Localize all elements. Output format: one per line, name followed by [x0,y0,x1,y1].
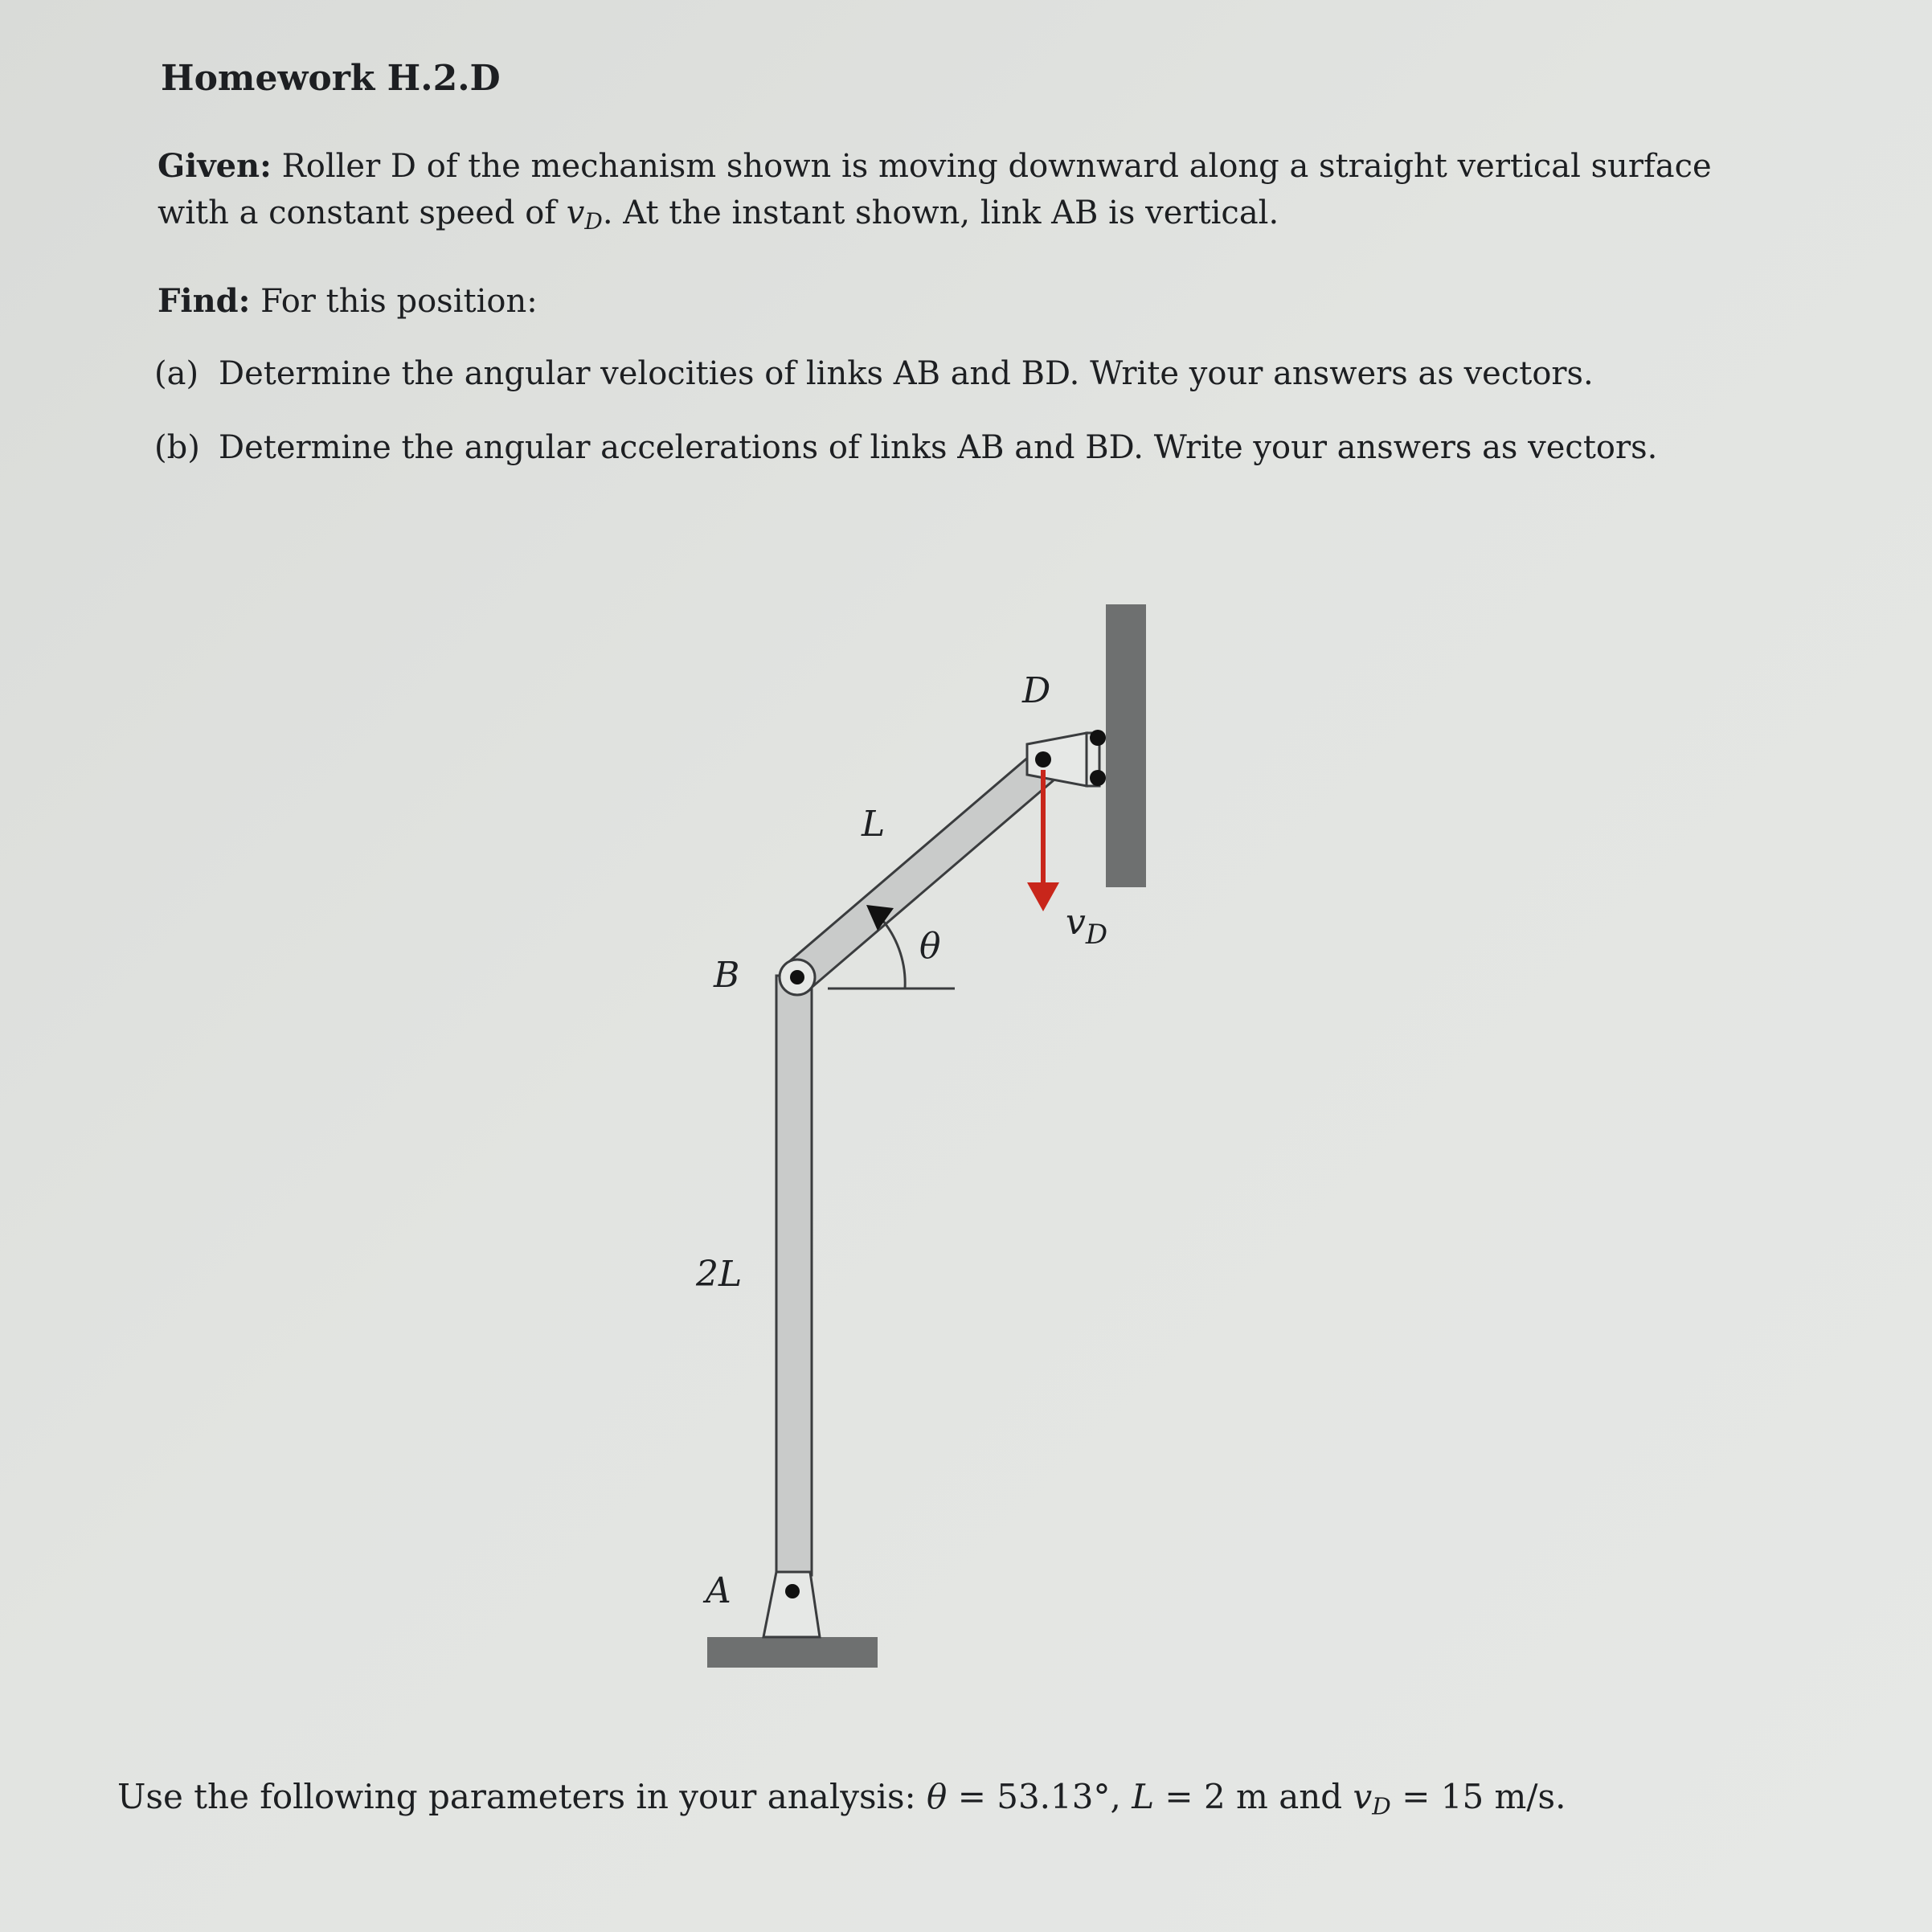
roller-wheel-top [1090,730,1106,746]
given-text-1: Roller D of the mechanism shown is moving downward along a straight vertical surface with a constant speed of [158,148,1712,231]
given-var: v [566,194,585,231]
ground-base [707,1637,878,1668]
label-A: A [706,1570,731,1611]
label-vD-sub: D [1085,919,1108,951]
param-v-symbol: v [1353,1777,1373,1816]
question-item-text: Determine the angular accelerations of links AB and BD. Write your answers as vectors. [219,429,1658,466]
param-v-value: = 15 m/s. [1390,1777,1566,1816]
question-item-label: (b) [154,429,200,466]
find-label: Find: [158,282,251,320]
param-theta-value: = 53.13°, [947,1777,1132,1816]
given-var-sub: D [584,208,603,235]
param-L-symbol: L [1132,1777,1155,1816]
parameters-line [117,1773,1566,1830]
param-v-sub: D [1372,1792,1391,1820]
find-text: For this position: [260,283,538,320]
label-L: L [862,804,886,845]
link-AB [776,976,812,1575]
given-label: Given: [158,147,272,185]
label-vD-symbol: v [1066,902,1086,943]
label-2L: 2L [696,1254,743,1295]
pin-D [1035,751,1051,767]
roller-wheel-bottom [1090,770,1106,786]
label-vD [1066,902,1107,951]
page-title: Homework H.2.D [161,58,501,99]
label-B: B [714,955,740,996]
pin-A [785,1584,800,1598]
parameters-intro: Use the following parameters in your analysis: [117,1777,927,1816]
param-theta-symbol: θ [927,1777,948,1816]
label-D: D [1022,670,1051,711]
pin-B [790,970,804,984]
param-L-value: = 2 m and [1154,1777,1353,1816]
velocity-arrow-head [1027,882,1059,911]
question-item-text: Determine the angular velocities of links AB and BD. Write your answers as vectors. [219,355,1594,392]
question-item-label: (a) [154,355,199,392]
pin-support-A [763,1572,820,1637]
given-text-2: . At the instant shown, link AB is vertical. [602,194,1279,231]
label-theta: θ [919,926,941,967]
vertical-wall [1106,604,1146,887]
